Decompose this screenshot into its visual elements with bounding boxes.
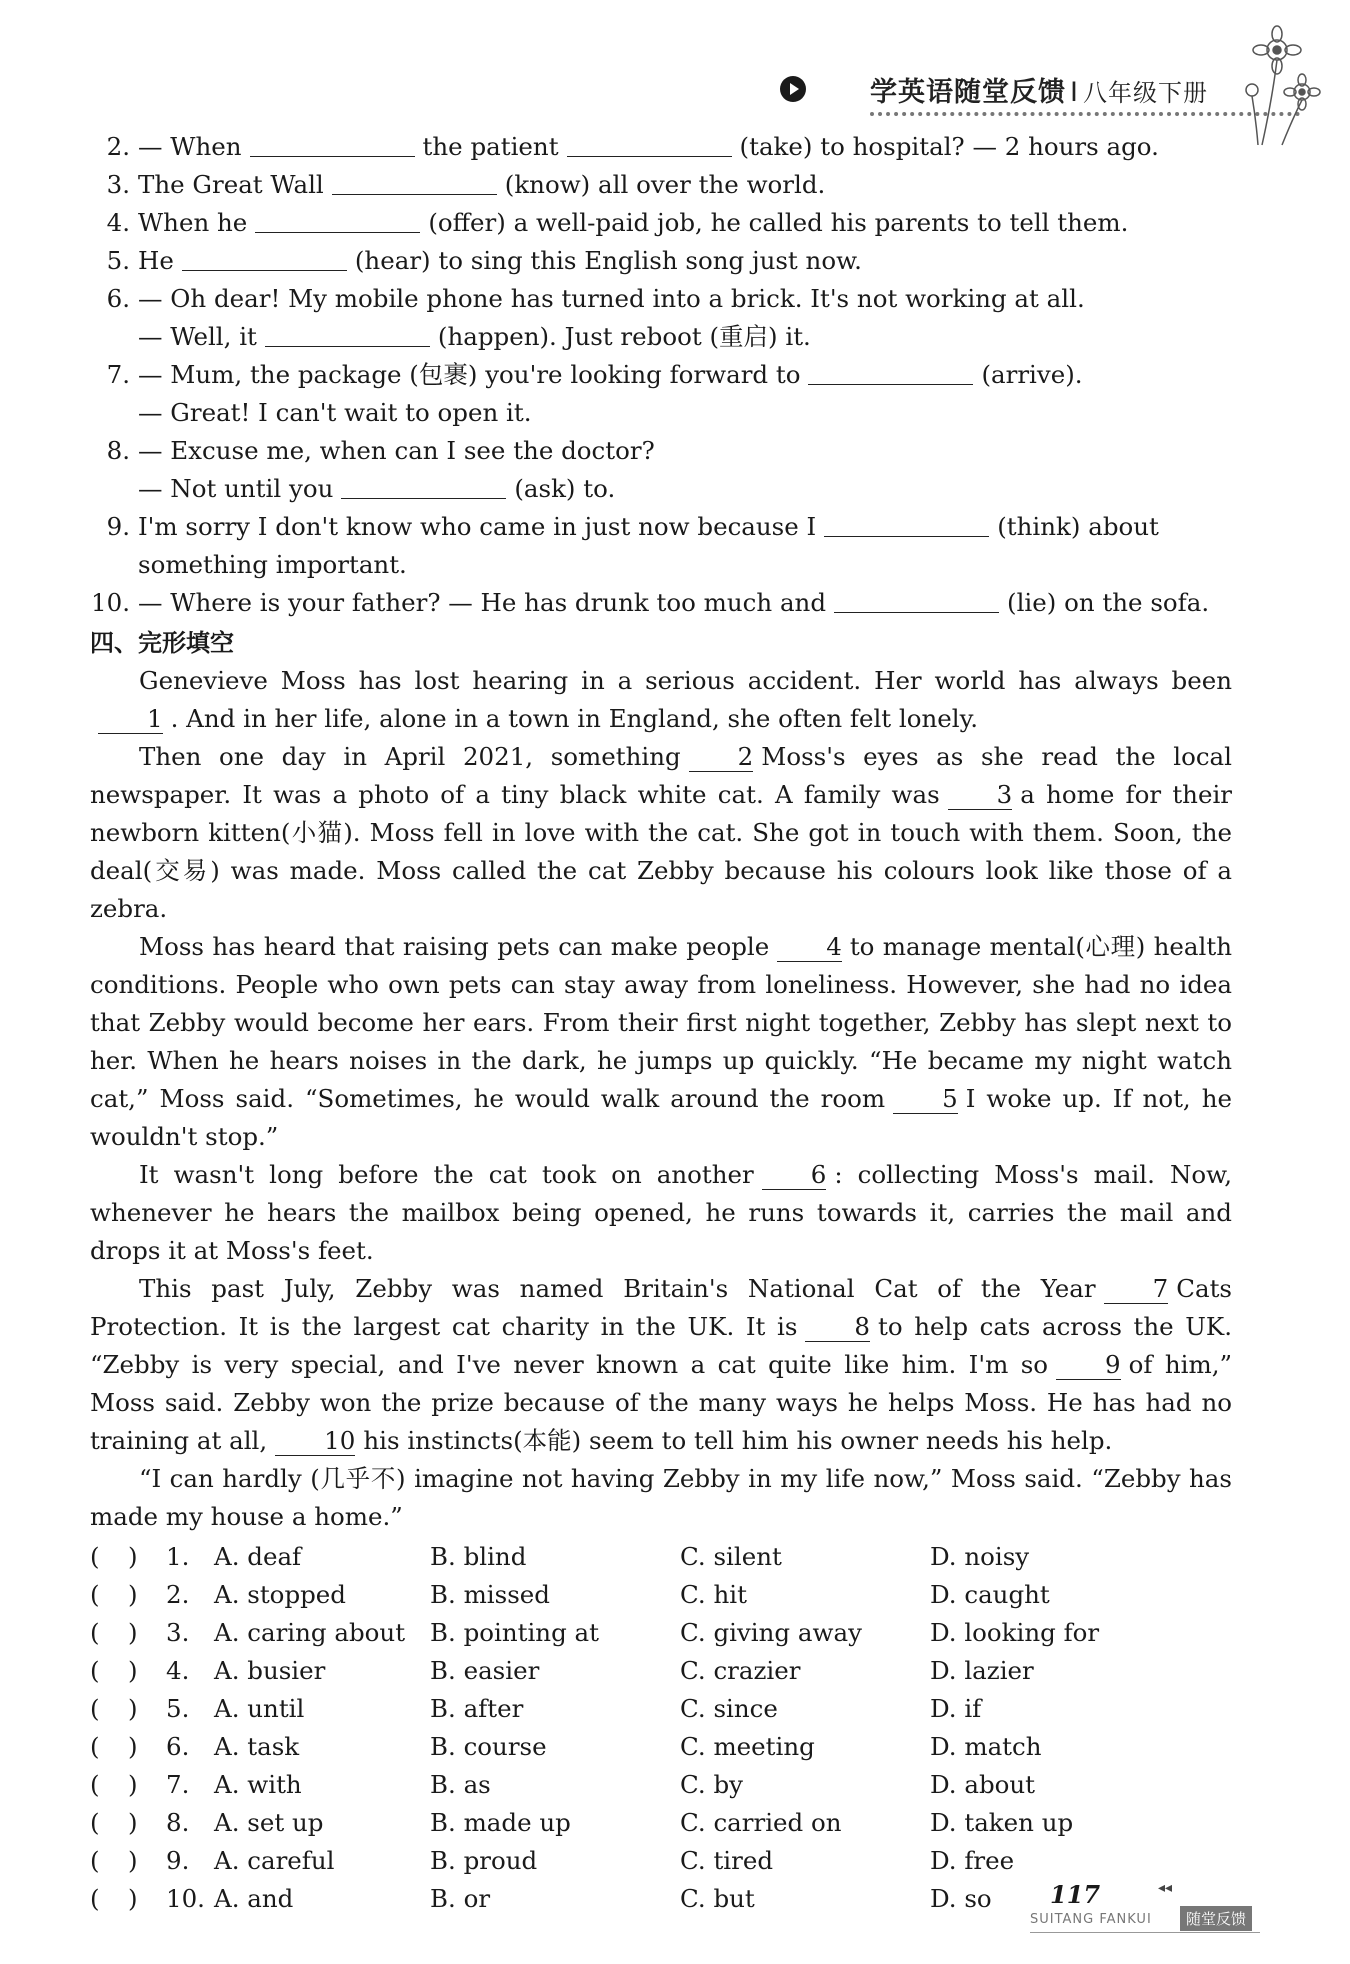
passage-paragraph-2 [90, 738, 1232, 928]
question-number: 7. [106, 360, 130, 389]
option-a[interactable]: A. and [214, 1884, 294, 1913]
question-text: — Not until you [138, 474, 334, 503]
answer-paren-open[interactable]: ( [90, 1770, 100, 1799]
option-row [90, 1804, 1232, 1842]
question-number: 9. [106, 512, 130, 541]
option-b[interactable]: B. after [430, 1694, 524, 1723]
passage-paragraph-5 [90, 1270, 1232, 1460]
answer-paren-close[interactable]: ) [128, 1580, 138, 1609]
option-row [90, 1842, 1232, 1880]
option-b[interactable]: B. made up [430, 1808, 571, 1837]
option-a[interactable]: A. with [214, 1770, 302, 1799]
cloze-blank[interactable]: 5 [893, 1085, 958, 1114]
passage-text: Cats Protection. It is the largest cat charity in the UK. It is [90, 1274, 1232, 1341]
cloze-blank[interactable]: 8 [805, 1313, 870, 1342]
passage-text: Genevieve Moss has lost hearing in a serious accident. Her world has always been [139, 666, 1232, 695]
question-4 [90, 204, 1232, 242]
passage-text: It wasn't long before the cat took on another [139, 1160, 754, 1189]
option-number: 8. [166, 1808, 190, 1837]
option-row [90, 1576, 1232, 1614]
answer-blank[interactable] [808, 356, 973, 385]
answer-paren-close[interactable]: ) [128, 1808, 138, 1837]
answer-paren-open[interactable]: ( [90, 1580, 100, 1609]
answer-paren-open[interactable]: ( [90, 1618, 100, 1647]
section-heading: 四、完形填空 [90, 629, 234, 657]
question-number: 10. [91, 588, 130, 617]
question-text: — When [138, 132, 242, 161]
option-a[interactable]: A. until [214, 1694, 305, 1723]
question-text: (hear) to sing this English song just now. [354, 246, 862, 275]
answer-paren-close[interactable]: ) [128, 1846, 138, 1875]
option-a[interactable]: A. busier [214, 1656, 326, 1685]
answer-blank[interactable] [824, 508, 989, 537]
passage-text: a home for their newborn kitten(小猫). Moss fell in love with the cat. She got in touch with them. Soon, the deal(交易) was made. Moss called the cat Zebby because his colours look like those of a zebra. [90, 780, 1232, 923]
option-b[interactable]: B. proud [430, 1846, 538, 1875]
option-number: 1. [166, 1542, 190, 1571]
answer-blank[interactable] [250, 128, 415, 157]
option-c[interactable]: C. tired [680, 1846, 774, 1875]
option-number: 5. [166, 1694, 190, 1723]
passage-text: to help cats across the UK. “Zebby is very special, and I've never known a cat quite like him. I'm so [90, 1312, 1232, 1379]
question-number: 2. [106, 132, 130, 161]
question-6 [90, 280, 1232, 318]
cloze-blank[interactable]: 4 [777, 933, 842, 962]
question-5 [90, 242, 1232, 280]
option-b[interactable]: B. pointing at [430, 1618, 600, 1647]
option-row [90, 1766, 1232, 1804]
option-d[interactable]: D. noisy [930, 1542, 1030, 1571]
cloze-blank[interactable]: 1 [98, 705, 163, 734]
footer-badge: 随堂反馈 [1180, 1906, 1252, 1931]
question-number: 6. [106, 284, 130, 313]
flower-decoration-icon [1222, 20, 1332, 150]
answer-paren-open[interactable]: ( [90, 1656, 100, 1685]
option-c[interactable]: C. but [680, 1884, 755, 1913]
option-c[interactable]: C. silent [680, 1542, 782, 1571]
cloze-blank[interactable]: 10 [275, 1427, 355, 1456]
option-d[interactable]: D. about [930, 1770, 1036, 1799]
option-c[interactable]: C. carried on [680, 1808, 842, 1837]
answer-paren-close[interactable]: ) [128, 1656, 138, 1685]
option-d[interactable]: D. so [930, 1884, 992, 1913]
question-7-reply [90, 394, 1232, 432]
cloze-blank[interactable]: 3 [948, 781, 1013, 810]
question-text: (lie) on the sofa. [1007, 588, 1210, 617]
question-number: 4. [106, 208, 130, 237]
answer-blank[interactable] [182, 242, 347, 271]
footer-divider [1030, 1932, 1260, 1933]
question-text: — Well, it [138, 322, 257, 351]
footer-brand: SUITANG FANKUI [1030, 1912, 1152, 1927]
answer-paren-open[interactable]: ( [90, 1884, 100, 1913]
book-grade: 八年级下册 [1082, 79, 1208, 107]
option-number: 9. [166, 1846, 190, 1875]
option-b[interactable]: B. as [430, 1770, 491, 1799]
answer-paren-close[interactable]: ) [128, 1542, 138, 1571]
answer-blank[interactable] [341, 470, 506, 499]
option-a[interactable]: A. set up [214, 1808, 324, 1837]
question-text: — Excuse me, when can I see the doctor? [138, 436, 655, 465]
double-arrow-icon: ◂◂ [1158, 1880, 1173, 1896]
question-2 [90, 128, 1232, 166]
answer-paren-close[interactable]: ) [128, 1618, 138, 1647]
option-number: 7. [166, 1770, 190, 1799]
option-d[interactable]: D. free [930, 1846, 1015, 1875]
options-list [90, 1538, 1232, 1918]
passage-text: : collecting Moss's mail. Now, whenever he hears the mailbox being opened, he runs towards it, carries the mail and drops it at Moss's feet. [90, 1160, 1232, 1265]
answer-paren-open[interactable]: ( [90, 1542, 100, 1571]
passage-text: Moss has heard that raising pets can make people [139, 932, 770, 961]
passage-paragraph-6 [90, 1460, 1232, 1536]
option-a[interactable]: A. careful [214, 1846, 335, 1875]
option-b[interactable]: B. blind [430, 1542, 527, 1571]
option-a[interactable]: A. caring about [214, 1618, 406, 1647]
question-text: When he [138, 208, 248, 237]
question-text: He [138, 246, 174, 275]
question-text: (happen). Just reboot (重启) it. [437, 322, 811, 351]
option-c[interactable]: C. by [680, 1770, 743, 1799]
question-10 [90, 584, 1232, 622]
answer-paren-open[interactable]: ( [90, 1694, 100, 1723]
question-text: I'm sorry I don't know who came in just now because I [138, 512, 817, 541]
option-number: 2. [166, 1580, 190, 1609]
question-text: — Oh dear! My mobile phone has turned into a brick. It's not working at all. [138, 284, 1085, 313]
question-text: — Mum, the package (包裹) you're looking forward to [138, 360, 801, 389]
question-7 [90, 356, 1232, 394]
option-row [90, 1614, 1232, 1652]
page-number: 117 [1050, 1880, 1101, 1909]
option-d[interactable]: D. match [930, 1732, 1042, 1761]
answer-blank[interactable] [834, 584, 999, 613]
question-3 [90, 166, 1232, 204]
passage-paragraph-1 [90, 662, 1232, 738]
option-c[interactable]: C. giving away [680, 1618, 862, 1647]
question-8 [90, 432, 1232, 470]
play-icon [780, 76, 806, 102]
option-number: 3. [166, 1618, 190, 1647]
option-b[interactable]: B. course [430, 1732, 547, 1761]
question-number: 8. [106, 436, 130, 465]
passage-text: to manage mental(心理) health conditions. People who own pets can stay away from loneliness. However, she had no idea that Zebby would become her ears. From their first night together, Zebby has slept next to her. When he hears noises in the dark, he jumps up quickly. “He became my night watch cat,” Moss said. “Sometimes, he would walk around the room [90, 932, 1232, 1113]
question-text: — Where is your father? — He has drunk too much and [138, 588, 827, 617]
cloze-blank[interactable]: 7 [1104, 1275, 1169, 1304]
answer-paren-close[interactable]: ) [128, 1884, 138, 1913]
passage-text: I woke up. If not, he wouldn't stop.” [90, 1084, 1232, 1151]
option-b[interactable]: B. or [430, 1884, 491, 1913]
option-d[interactable]: D. caught [930, 1580, 1050, 1609]
question-number: 5. [106, 246, 130, 275]
book-title: 学英语随堂反馈 [870, 77, 1066, 108]
passage-text: Then one day in April 2021, something [139, 742, 681, 771]
option-c[interactable]: C. since [680, 1694, 778, 1723]
option-b[interactable]: B. easier [430, 1656, 540, 1685]
answer-paren-open[interactable]: ( [90, 1808, 100, 1837]
option-number: 4. [166, 1656, 190, 1685]
passage-text: of him,” Moss said. Zebby won the prize because of the many ways he helps Moss. He has had no training at all, [90, 1350, 1233, 1455]
header-separator: I [1070, 77, 1079, 108]
option-a[interactable]: A. stopped [214, 1580, 346, 1609]
option-d[interactable]: D. looking for [930, 1618, 1100, 1647]
header-title [870, 70, 1208, 109]
question-9-continued [90, 546, 1232, 584]
question-text: (ask) to. [514, 474, 616, 503]
question-text: The Great Wall [138, 170, 324, 199]
question-text: (offer) a well-paid job, he called his parents to tell them. [428, 208, 1129, 237]
option-c[interactable]: C. crazier [680, 1656, 801, 1685]
option-d[interactable]: D. taken up [930, 1808, 1074, 1837]
cloze-blank[interactable]: 2 [689, 743, 754, 772]
option-a[interactable]: A. deaf [214, 1542, 302, 1571]
cloze-blank[interactable]: 6 [762, 1161, 827, 1190]
question-6-reply [90, 318, 1232, 356]
option-c[interactable]: C. meeting [680, 1732, 815, 1761]
passage-text: Moss's eyes as she read the local newspaper. It was a photo of a tiny black white cat. A family was [90, 742, 1232, 809]
question-text: something important. [138, 550, 407, 579]
passage-text: “I can hardly (几乎不) imagine not having Zebby in my life now,” Moss said. “Zebby has made my house a home.” [90, 1464, 1232, 1531]
question-text: (think) about [997, 512, 1159, 541]
passage-text: his instincts(本能) seem to tell him his owner needs his help. [363, 1426, 1113, 1455]
option-d[interactable]: D. lazier [930, 1656, 1034, 1685]
passage-text: This past July, Zebby was named Britain's National Cat of the Year [139, 1274, 1096, 1303]
answer-blank[interactable] [265, 318, 430, 347]
option-row [90, 1538, 1232, 1576]
question-text: (take) to hospital? — 2 hours ago. [739, 132, 1159, 161]
answer-paren-open[interactable]: ( [90, 1846, 100, 1875]
answer-blank[interactable] [567, 128, 732, 157]
option-a[interactable]: A. task [214, 1732, 300, 1761]
option-row [90, 1728, 1232, 1766]
question-text: the patient [422, 132, 559, 161]
answer-paren-close[interactable]: ) [128, 1732, 138, 1761]
worksheet-content [90, 128, 1232, 1918]
question-8-reply [90, 470, 1232, 508]
question-text: (arrive). [981, 360, 1083, 389]
question-text: (know) all over the world. [504, 170, 826, 199]
answer-paren-close[interactable]: ) [128, 1694, 138, 1723]
answer-paren-close[interactable]: ) [128, 1770, 138, 1799]
question-number: 3. [106, 170, 130, 199]
option-b[interactable]: B. missed [430, 1580, 550, 1609]
answer-blank[interactable] [255, 204, 420, 233]
passage-paragraph-4 [90, 1156, 1232, 1270]
answer-blank[interactable] [332, 166, 497, 195]
question-text: — Great! I can't wait to open it. [138, 398, 532, 427]
cloze-blank[interactable]: 9 [1056, 1351, 1121, 1380]
option-row [90, 1652, 1232, 1690]
passage-paragraph-3 [90, 928, 1232, 1156]
option-row [90, 1690, 1232, 1728]
option-number: 6. [166, 1732, 190, 1761]
question-9 [90, 508, 1232, 546]
option-number: 10. [166, 1884, 205, 1913]
option-c[interactable]: C. hit [680, 1580, 747, 1609]
passage-text: . And in her life, alone in a town in England, she often felt lonely. [170, 704, 979, 733]
option-d[interactable]: D. if [930, 1694, 982, 1723]
answer-paren-open[interactable]: ( [90, 1732, 100, 1761]
